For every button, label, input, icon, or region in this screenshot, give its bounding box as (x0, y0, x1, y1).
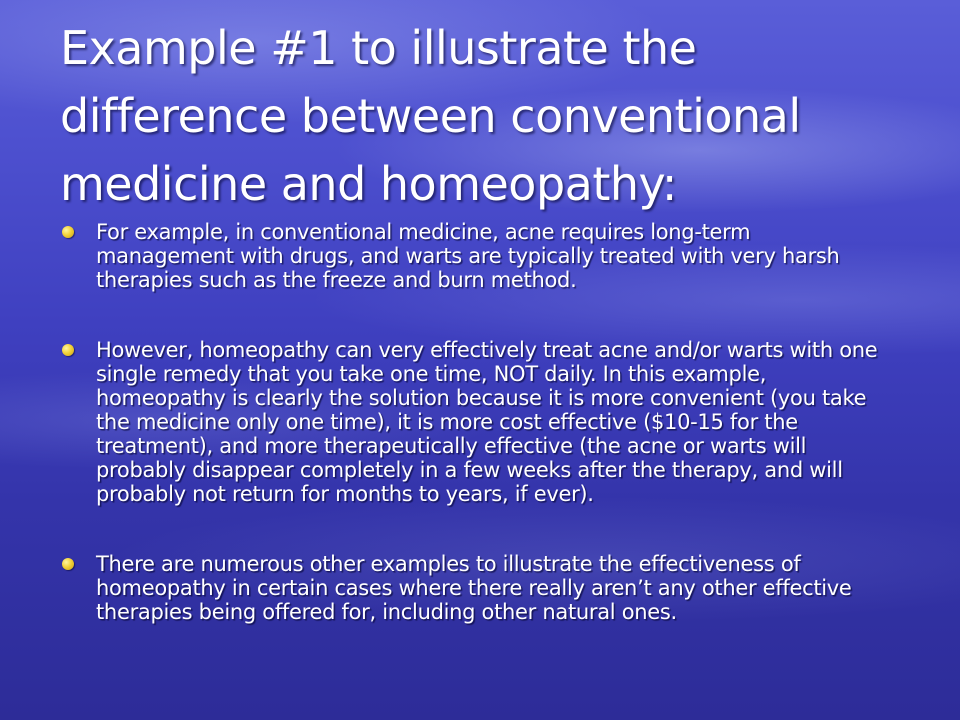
bullet-item-3 (60, 552, 890, 624)
bullet-item-2 (60, 338, 890, 506)
bullet-item-1 (60, 220, 890, 292)
bullet-dot-icon (62, 558, 74, 570)
bullet-text-2: However, homeopathy can very effectively treat acne and/or warts with one single remedy that you take one time, NOT daily. In this example, homeopathy is clearly the solution because it is more convenient (you take the medicine only one time), it is more cost effective ($10-15 for the treatment), and more therapeutically effective (the acne or warts will probably disappear completely in a few weeks after the therapy, and will probably not return for months to years, if ever). (96, 338, 878, 506)
bullet-dot-icon (62, 344, 74, 356)
bullet-list (60, 220, 890, 624)
bullet-dot-icon (62, 226, 74, 238)
bullet-text-3: There are numerous other examples to illustrate the effectiveness of homeopathy in certain cases where there really aren’t any other effective therapies being offered for, including other natural ones. (96, 552, 852, 624)
bullet-text-1: For example, in conventional medicine, acne requires long-term management with drugs, and warts are typically treated with very harsh therapies such as the freeze and burn method. (96, 220, 840, 292)
slide-title: Example #1 to illustrate the difference between conventional medicine and homeopathy: (60, 21, 801, 211)
